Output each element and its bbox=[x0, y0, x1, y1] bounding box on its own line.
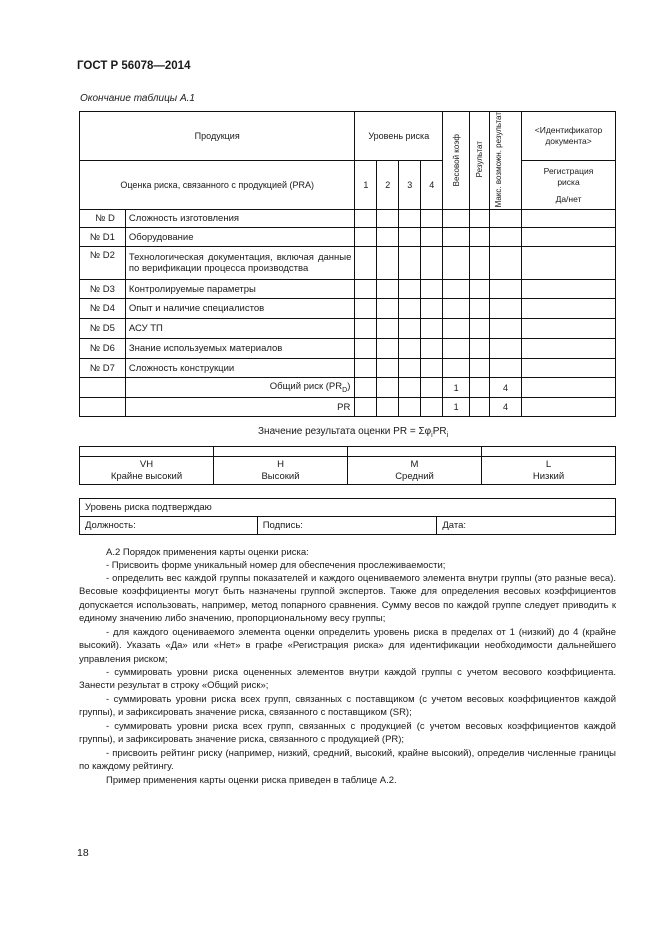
page-number: 18 bbox=[77, 847, 89, 859]
rating-name: Средний bbox=[395, 470, 434, 482]
level-1: 1 bbox=[355, 161, 377, 210]
paragraph: Пример применения карты оценки риска приведен в таблице А.2. bbox=[106, 775, 397, 786]
risk-rating-table bbox=[79, 446, 616, 485]
max-result-header bbox=[490, 112, 522, 210]
rating-low bbox=[482, 457, 616, 485]
total-max: 4 bbox=[490, 378, 522, 398]
table-row bbox=[80, 280, 616, 299]
date-field: Дата: bbox=[437, 517, 616, 535]
level-4: 4 bbox=[421, 161, 443, 210]
paragraph: - присвоить рейтинг риску (например, низкий, средний, высокий, крайне высокий), определив численные границы по каждому рейтингу. bbox=[79, 748, 616, 773]
row-name: Контролируемые параметры bbox=[125, 280, 354, 299]
row-number: № D2 bbox=[80, 247, 126, 280]
row-number: № D1 bbox=[80, 228, 126, 247]
row-number: № D bbox=[80, 210, 126, 228]
pr-label: PR bbox=[125, 398, 354, 417]
table-caption: Окончание таблицы А.1 bbox=[80, 93, 195, 104]
formula-text: Значение результата оценки PR = $\Sigma\varphi_iPR_i$ bbox=[258, 426, 449, 439]
registration-header bbox=[522, 161, 616, 210]
result-label: Результат bbox=[475, 141, 485, 178]
table-row bbox=[80, 339, 616, 359]
row-name: Технологическая документация, включая данные по верификации процесса производства bbox=[125, 247, 354, 280]
level-3: 3 bbox=[399, 161, 421, 210]
registration-label: Регистрация риска bbox=[543, 165, 594, 187]
paragraph: - суммировать уровни риска всех групп, связанных с продукцией (с учетом весовых коэффициентов каждой группы), и зафиксировать значение риска, связанного с продукцией (PR); bbox=[79, 721, 616, 746]
row-name: Оборудование bbox=[125, 228, 354, 247]
row-number: № D3 bbox=[80, 280, 126, 299]
standard-header: ГОСТ Р 56078—2014 bbox=[77, 60, 191, 72]
rating-code: H bbox=[277, 458, 284, 470]
rating-high bbox=[214, 457, 348, 485]
risk-assessment-table bbox=[79, 111, 616, 417]
row-number: № D5 bbox=[80, 319, 126, 339]
pr-row bbox=[80, 398, 616, 417]
confirm-label: Уровень риска подтверждаю bbox=[80, 499, 616, 517]
max-result-label: Макс. возможн. результат bbox=[493, 112, 503, 208]
table-row bbox=[80, 359, 616, 378]
weight-header bbox=[443, 112, 470, 210]
confirmation-table bbox=[79, 498, 616, 535]
row-number: № D4 bbox=[80, 299, 126, 319]
rating-code: VH bbox=[139, 458, 154, 470]
risk-level-header: Уровень риска bbox=[355, 112, 443, 161]
doc-id-header: <Идентификатор документа> bbox=[522, 112, 616, 161]
table-row bbox=[80, 247, 616, 280]
total-risk-label: Общий риск $(PR_D)$ bbox=[125, 378, 354, 398]
pr-weight: 1 bbox=[443, 398, 470, 417]
row-name: Опыт и наличие специалистов bbox=[125, 299, 354, 319]
assessment-header: Оценка риска, связанного с продукцией (PRA) bbox=[80, 161, 355, 210]
rating-code: L bbox=[545, 458, 552, 470]
paragraph: - Присвоить форме уникальный номер для обеспечения прослеживаемости; bbox=[106, 560, 446, 571]
row-name: Сложность изготовления bbox=[125, 210, 354, 228]
rating-code: M bbox=[410, 458, 419, 470]
level-2: 2 bbox=[377, 161, 399, 210]
row-name: АСУ ТП bbox=[125, 319, 354, 339]
yes-no-label: Да/нет bbox=[555, 193, 582, 204]
product-header: Продукция bbox=[80, 112, 355, 161]
rating-name: Высокий bbox=[261, 470, 300, 482]
paragraph: - суммировать уровни риска оцененных элементов внутри каждой группы с учетом весового коэффициента. Занести результат в строку «Общий риск»; bbox=[79, 667, 616, 692]
table-row bbox=[80, 299, 616, 319]
total-weight: 1 bbox=[443, 378, 470, 398]
paragraph: - суммировать уровни риска всех групп, связанных с поставщиком (с учетом весовых коэффициентов каждой группы), и зафиксировать значение риска, связанного с поставщиком (SR); bbox=[79, 694, 616, 719]
rating-name: Крайне высокий bbox=[110, 470, 183, 482]
weight-label: Весовой коэф bbox=[451, 133, 461, 186]
row-name: Сложность конструкции bbox=[125, 359, 354, 378]
table-row bbox=[80, 228, 616, 247]
table-row bbox=[80, 319, 616, 339]
signature-field: Подпись: bbox=[257, 517, 437, 535]
rating-very-high bbox=[80, 457, 214, 485]
pr-max: 4 bbox=[490, 398, 522, 417]
total-risk-row bbox=[80, 378, 616, 398]
row-name: Знание используемых материалов bbox=[125, 339, 354, 359]
row-number: № D7 bbox=[80, 359, 126, 378]
section-heading: А.2 Порядок применения карты оценки риска: bbox=[106, 547, 309, 558]
paragraph: - определить вес каждой группы показателей и каждого оцениваемого элемента внутри группы (это разные веса). Весовые коэффициенты могут быть назначены группой экспертов. Также для определения весовых коэффициентов допускается использовать, например, метод попарного сравнения. Сумму весов по каждой группе следует приводить к единому значению либо значению, пропорциональному весу группы; bbox=[79, 573, 616, 625]
table-row bbox=[80, 210, 616, 228]
rating-medium bbox=[348, 457, 482, 485]
paragraph: - для каждого оцениваемого элемента оценки определить уровень риска в пределах от 1 (низкий) до 4 (крайне высокий). Указать «Да» или «Нет» в графе «Регистрация риска» для идентификации необходимости дальнейшего управления риском; bbox=[79, 627, 616, 665]
rating-name: Низкий bbox=[532, 470, 565, 482]
row-number: № D6 bbox=[80, 339, 126, 359]
result-header bbox=[470, 112, 490, 210]
position-field: Должность: bbox=[80, 517, 258, 535]
